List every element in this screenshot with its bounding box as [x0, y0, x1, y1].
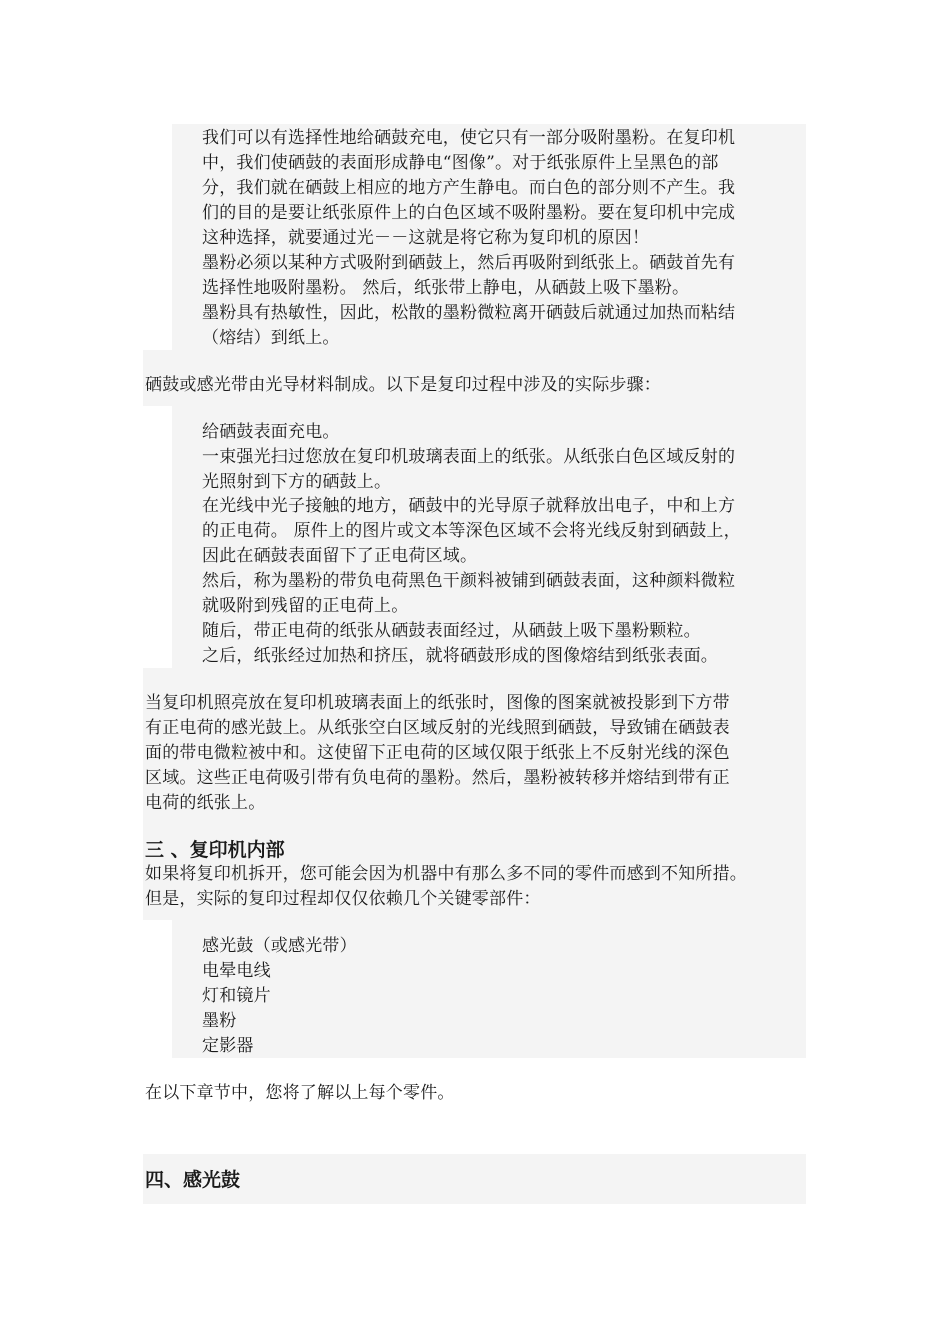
text-line: 我们可以有选择性地给硒鼓充电，使它只有一部分吸附墨粉。在复印机	[202, 128, 736, 148]
text-line: 电荷的纸张上。	[145, 793, 266, 813]
step-line: 在光线中光子接触的地方，硒鼓中的光导原子就释放出电子，中和上方	[202, 496, 736, 516]
paragraph-next-sections: 在以下章节中，您将了解以上每个零件。	[145, 1083, 455, 1103]
part-item: 灯和镜片	[202, 986, 271, 1006]
text-line: 但是，实际的复印过程却仅仅依赖几个关键零部件：	[145, 889, 541, 909]
part-item: 墨粉	[202, 1011, 237, 1031]
step-line: 然后，称为墨粉的带负电荷黑色干颜料被铺到硒鼓表面，这种颜料微粒	[202, 571, 736, 591]
text-line: 们的目的是要让纸张原件上的白色区域不吸附墨粉。要在复印机中完成	[202, 203, 736, 223]
text-line: 墨粉具有热敏性，因此，松散的墨粉微粒离开硒鼓后就通过加热而粘结	[202, 303, 736, 323]
text-line: 面的带电微粒被中和。这使留下正电荷的区域仅限于纸张上不反射光线的深色	[145, 743, 730, 763]
part-item: 定影器	[202, 1036, 254, 1056]
step-line: 给硒鼓表面充电。	[202, 422, 340, 442]
step-line: 之后，纸张经过加热和挤压，就将硒鼓形成的图像熔结到纸张表面。	[202, 646, 718, 666]
step-line: 因此在硒鼓表面留下了正电荷区域。	[202, 546, 478, 566]
text-line: 选择性地吸附墨粉。 然后，纸张带上静电，从硒鼓上吸下墨粉。	[202, 278, 690, 298]
text-line: 墨粉必须以某种方式吸附到硒鼓上，然后再吸附到纸张上。硒鼓首先有	[202, 253, 736, 273]
step-line: 的正电荷。 原件上的图片或文本等深色区域不会将光线反射到硒鼓上，	[202, 521, 741, 541]
text-line: 有正电荷的感光鼓上。从纸张空白区域反射的光线照到硒鼓，导致铺在硒鼓表	[145, 718, 730, 738]
shade-heading4	[143, 1154, 806, 1204]
step-line: 随后，带正电荷的纸张从硒鼓表面经过，从硒鼓上吸下墨粉颗粒。	[202, 621, 701, 641]
part-item: 电晕电线	[202, 961, 271, 981]
section-heading-4: 四、感光鼓	[145, 1169, 241, 1191]
text-line: 区域。这些正电荷吸引带有负电荷的墨粉。然后，墨粉被转移并熔结到带有正	[145, 768, 730, 788]
paragraph-intro-steps: 硒鼓或感光带由光导材料制成。以下是复印过程中涉及的实际步骤：	[145, 375, 661, 395]
step-line: 一束强光扫过您放在复印机玻璃表面上的纸张。从纸张白色区域反射的	[202, 447, 736, 467]
text-line: 当复印机照亮放在复印机玻璃表面上的纸张时，图像的图案就被投影到下方带	[145, 693, 730, 713]
section-heading-3: 三 、复印机内部	[145, 839, 285, 861]
text-line: 如果将复印机拆开，您可能会因为机器中有那么多不同的零件而感到不知所措。	[145, 864, 747, 884]
text-line: （熔结）到纸上。	[202, 328, 340, 348]
text-line: 这种选择，就要通过光－－这就是将它称为复印机的原因！	[202, 228, 650, 248]
text-line: 分，我们就在硒鼓上相应的地方产生静电。而白色的部分则不产生。我	[202, 178, 736, 198]
text-line: 中，我们使硒鼓的表面形成静电“图像”。对于纸张原件上呈黑色的部	[202, 153, 719, 173]
part-item: 感光鼓（或感光带）	[202, 936, 357, 956]
step-line: 光照射到下方的硒鼓上。	[202, 472, 392, 492]
step-line: 就吸附到残留的正电荷上。	[202, 596, 409, 616]
